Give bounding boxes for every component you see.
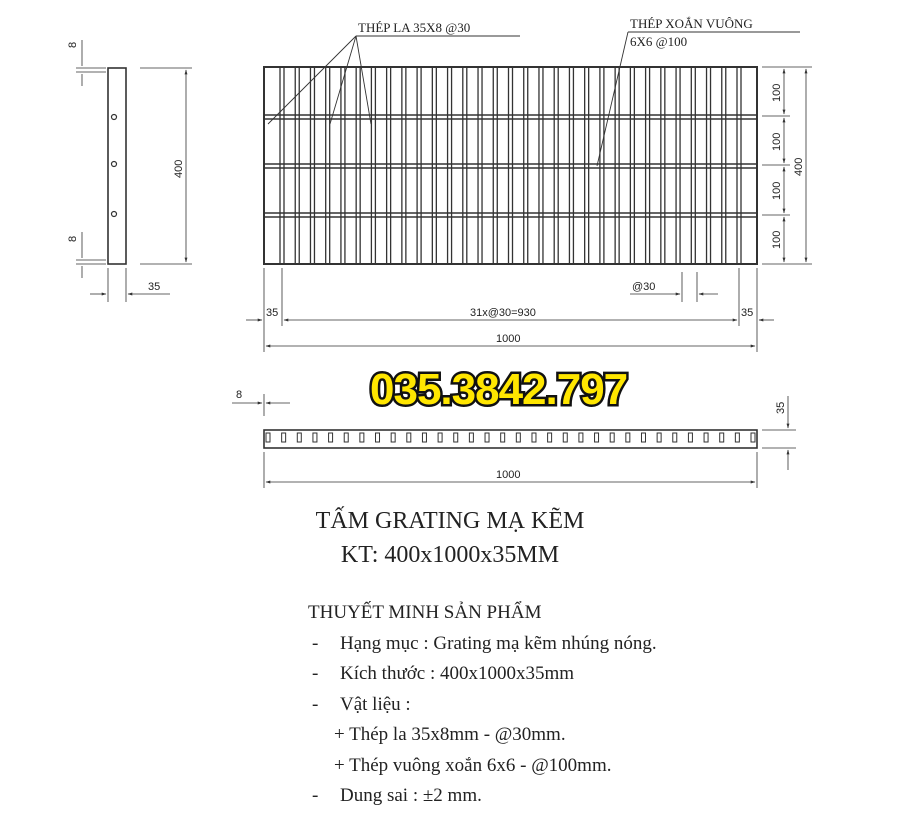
- elevation-slot: [344, 433, 348, 442]
- bars-span-label: 31x@30=930: [470, 307, 536, 319]
- elevation-slot: [501, 433, 505, 442]
- side-bottom-8-label: 8: [67, 235, 79, 242]
- elevation-slot: [532, 433, 536, 442]
- elevation-slots: [266, 433, 755, 442]
- elevation-slot: [704, 433, 708, 442]
- side-view-profile: [108, 68, 126, 264]
- flat-bar-label: THÉP LA 35X8 @30: [358, 20, 471, 35]
- elevation-slot: [376, 433, 380, 442]
- elevation-slot: [673, 433, 677, 442]
- elevation-slot: [751, 433, 755, 442]
- side-view-bar-dot: [112, 115, 117, 120]
- description-item: - Dung sai : ±2 mm.: [312, 785, 482, 806]
- total-height-400-label: 400: [793, 157, 805, 176]
- elevation-slot: [688, 433, 692, 442]
- elevation-slot: [735, 433, 739, 442]
- elevation-slot: [329, 433, 333, 442]
- elevation-slot: [407, 433, 411, 442]
- elevation-35-label: 35: [775, 401, 787, 414]
- side-view-bar-dot: [112, 162, 117, 167]
- elevation-slot: [563, 433, 567, 442]
- twisted-bar-spacing-label: 6X6 @100: [630, 34, 688, 49]
- elevation-slot: [454, 433, 458, 442]
- elevation-slot: [657, 433, 661, 442]
- elevation-slot: [595, 433, 599, 442]
- elevation-slot: [579, 433, 583, 442]
- elevation-slot: [360, 433, 364, 442]
- plan-view: [246, 32, 812, 352]
- description-subitem: + Thép vuông xoắn 6x6 - @100mm.: [334, 754, 612, 776]
- elevation-slot: [391, 433, 395, 442]
- elevation-slot: [282, 433, 286, 442]
- elevation-slot: [641, 433, 645, 442]
- row-dim-4: 100: [771, 230, 783, 249]
- description-subitem: + Thép la 35x8mm - @30mm.: [334, 724, 566, 745]
- row-dim-2: 100: [771, 132, 783, 151]
- total-length-1000-label: 1000: [496, 333, 521, 345]
- description-item: - Kích thước : 400x1000x35mm: [312, 663, 575, 684]
- elevation-slot: [548, 433, 552, 442]
- elevation-slot: [485, 433, 489, 442]
- drawing-size: KT: 400x1000x35MM: [340, 542, 560, 568]
- elevation-8-label: 8: [236, 389, 243, 401]
- phone-number: 035.3842.797: [370, 365, 628, 414]
- pitch-label: @30: [632, 281, 656, 293]
- elevation-1000-label: 1000: [496, 469, 521, 481]
- elevation-slot: [610, 433, 614, 442]
- twisted-bar-label: THÉP XOẮN VUÔNG: [630, 16, 753, 31]
- elevation-slot: [626, 433, 630, 442]
- elevation-slot: [438, 433, 442, 442]
- elevation-slot: [720, 433, 724, 442]
- side-view-bar-dot: [112, 212, 117, 217]
- row-dim-3: 100: [771, 181, 783, 200]
- side-height-400-label: 400: [173, 159, 185, 178]
- elevation-slot: [266, 433, 270, 442]
- flat-bars-group: [280, 67, 741, 264]
- description-item: - Hạng mục : Grating mạ kẽm nhúng nóng.: [312, 632, 657, 654]
- elevation-slot: [516, 433, 520, 442]
- row-dim-1: 100: [771, 83, 783, 102]
- elevation-slot: [422, 433, 426, 442]
- drawing-title: TẤM GRATING MẠ KẼM: [315, 508, 585, 534]
- elevation-outline: [264, 430, 757, 448]
- edge-right-35-label: 35: [741, 307, 754, 319]
- leader-lines: [268, 32, 800, 166]
- elevation-slot: [469, 433, 473, 442]
- elevation-slot: [313, 433, 317, 442]
- product-description: [308, 598, 657, 812]
- side-top-8-label: 8: [67, 41, 79, 48]
- description-heading: THUYẾT MINH SẢN PHẨM: [308, 602, 542, 623]
- edge-left-35-label: 35: [266, 307, 279, 319]
- twisted-bars-group: [264, 115, 757, 217]
- side-width-35-label: 35: [148, 281, 161, 293]
- elevation-slot: [297, 433, 301, 442]
- description-item: - Vật liệu :: [312, 693, 411, 715]
